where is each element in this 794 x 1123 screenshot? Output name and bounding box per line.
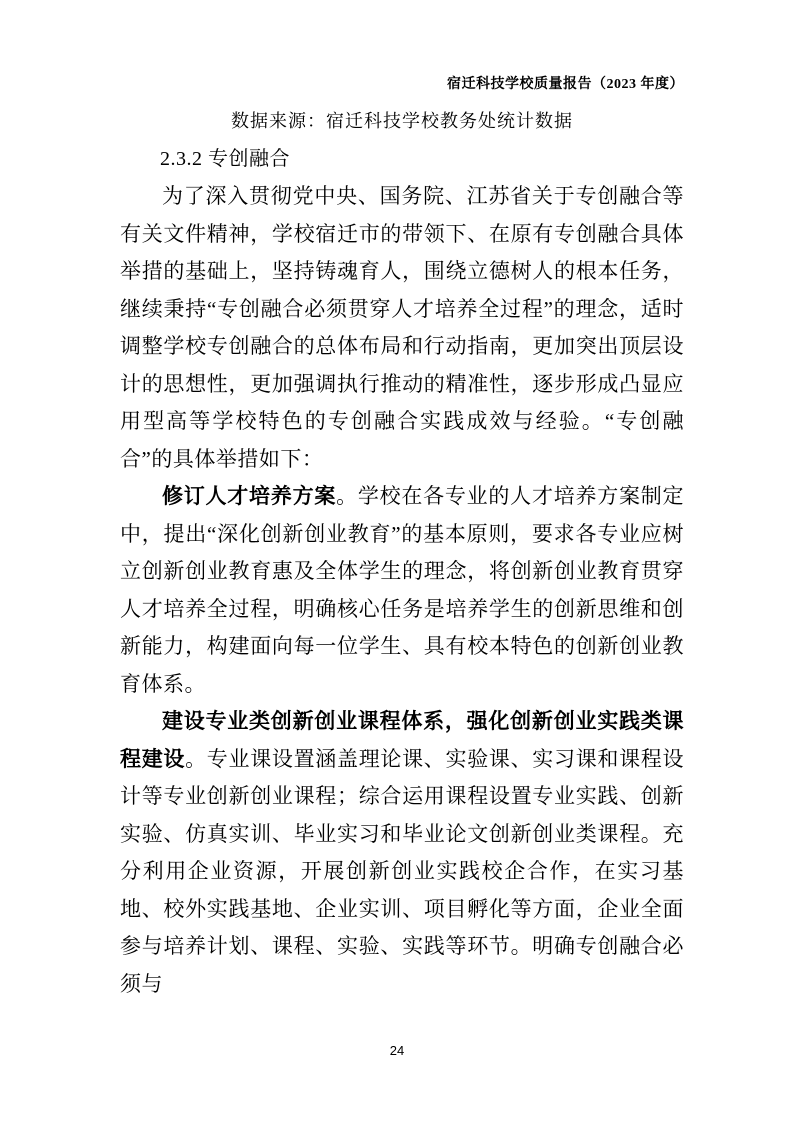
paragraph-course-system (120, 703, 684, 1003)
paragraph-intro (120, 178, 684, 478)
page-number: 24 (389, 1043, 405, 1058)
paragraph-training-plan (120, 478, 684, 703)
paragraph-course-system-lead: 建设专业类创新创业课程体系，强化创新创业实践类课程建设 (120, 709, 684, 771)
paragraph-course-system-text: 。专业课设置涵盖理论课、实验课、实习课和课程设计等专业创新创业课程；综合运用课程设置专业实践、创新实验、仿真实训、毕业实习和毕业论文创新创业类课程。充分利用企业资源，开展创新创业实践校企合作，在实习基地、校外实践基地、企业实训、项目孵化等方面，企业全面参与培养计划、课程、实验、实践等环节。明确专创融合必须与 (120, 746, 685, 996)
data-source-caption: 数据来源：宿迁科技学校教务处统计数据 (231, 111, 573, 131)
paragraph-training-plan-text: 。学校在各专业的人才培养方案制定中，提出“深化创新创业教育”的基本原则，要求各专业应树立创新创业教育惠及全体学生的理念，将创新创业教育贯穿人才培养全过程，明确核心任务是培养学生的创新思维和创新能力，构建面向每一位学生、具有校本特色的创新创业教育体系。 (120, 484, 685, 696)
running-header: 宿迁科技学校质量报告（2023 年度） (447, 77, 684, 92)
section-heading: 2.3.2 专创融合 (160, 147, 290, 170)
paragraph-intro-text: 为了深入贯彻党中央、国务院、江苏省关于专创融合等有关文件精神，学校宿迁市的带领下、在原有专创融合具体举措的基础上，坚持铸魂育人，围绕立德树人的根本任务，继续秉持“专创融合必须贯穿人才培养全过程”的理念，适时调整学校专创融合的总体布局和行动指南，更加突出顶层设计的思想性，更加强调执行推动的精准性，逐步形成凸显应用型高等学校特色的专创融合实践成效与经验。“专创融合”的具体举措如下： (120, 184, 684, 471)
paragraph-training-plan-lead: 修订人才培养方案 (162, 484, 337, 508)
